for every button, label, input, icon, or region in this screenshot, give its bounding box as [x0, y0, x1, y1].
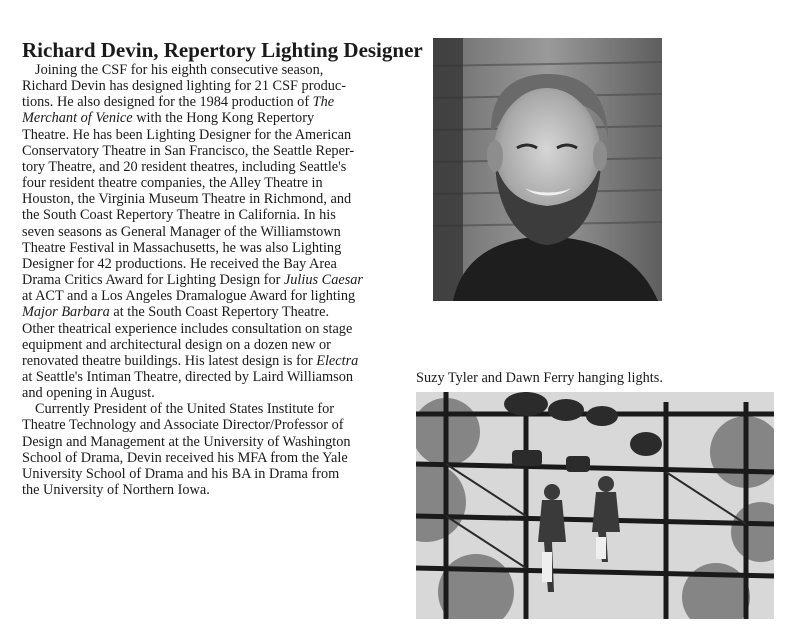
bio-paragraph-2	[22, 401, 405, 498]
text-line: and opening in August.	[22, 385, 155, 402]
text-line: the University of Northern Iowa.	[22, 482, 210, 499]
text-line: Richard Devin has designed lighting for 21 CSF produc-	[22, 78, 347, 95]
photo-caption: Suzy Tyler and Dawn Ferry hanging lights.	[416, 370, 663, 386]
biography-text	[22, 62, 405, 498]
text-line: Major Barbara at the South Coast Repertory Theatre.	[22, 304, 330, 321]
text-line: Joining the CSF for his eighth consecutive season,	[35, 62, 324, 78]
italic-title: The	[312, 94, 335, 111]
text-line: at ACT and a Los Angeles Dramalogue Award for lighting	[22, 288, 356, 305]
text-line: at Seattle's Intiman Theatre, directed by Laird Williamson	[22, 368, 353, 385]
text-line: Merchant of Venice with the Hong Kong Repertory	[22, 110, 315, 127]
text-line: Other theatrical experience includes consultation on stage	[22, 320, 353, 337]
text-line: Theatre Technology and Associate Director/Professor of	[22, 417, 344, 434]
text-line: Designer for 42 productions. He received the Bay Area	[22, 255, 337, 272]
italic-title: Major Barbara	[22, 304, 110, 321]
text-line: seven seasons as General Manager of the Williamstown	[22, 223, 341, 240]
text-line: Theatre Festival in Massachusetts, he was also Lighting	[22, 239, 342, 256]
text-line: Theatre. He has been Lighting Designer for the American	[22, 126, 352, 143]
text-line: Houston, the Virginia Museum Theatre in Richmond, and	[22, 191, 352, 208]
bio-paragraph-1	[22, 62, 405, 401]
text-line: four resident theatre companies, the Alley Theatre in	[22, 175, 323, 192]
lighting-crew-photo	[416, 392, 774, 619]
text-line: Drama Critics Award for Lighting Design for Julius Caesar	[22, 272, 363, 289]
text-line: Currently President of the United States Institute for	[35, 401, 334, 418]
text-line: tions. He also designed for the 1984 production of The	[22, 94, 335, 111]
text-line: renovated theatre buildings. His latest design is for Electra	[22, 352, 359, 369]
text-line: School of Drama, Devin received his MFA from the Yale	[22, 449, 348, 466]
text-line: equipment and architectural design on a dozen new or	[22, 336, 331, 353]
text-line: Conservatory Theatre in San Francisco, the Seattle Reper-	[22, 142, 355, 159]
italic-title: Julius Caesar	[283, 272, 363, 289]
text-line: Design and Management at the University of Washington	[22, 433, 351, 450]
page-heading: Richard Devin, Repertory Lighting Designer	[22, 38, 423, 62]
portrait-photo	[433, 38, 662, 301]
italic-title: Electra	[316, 352, 359, 369]
text-line: the South Coast Repertory Theatre in California. In his	[22, 207, 336, 224]
italic-title: Merchant of Venice	[22, 110, 133, 127]
text-line: tory Theatre, and 20 resident theatres, including Seattle's	[22, 158, 347, 175]
text-line: University School of Drama and his BA in Drama from	[22, 465, 340, 482]
